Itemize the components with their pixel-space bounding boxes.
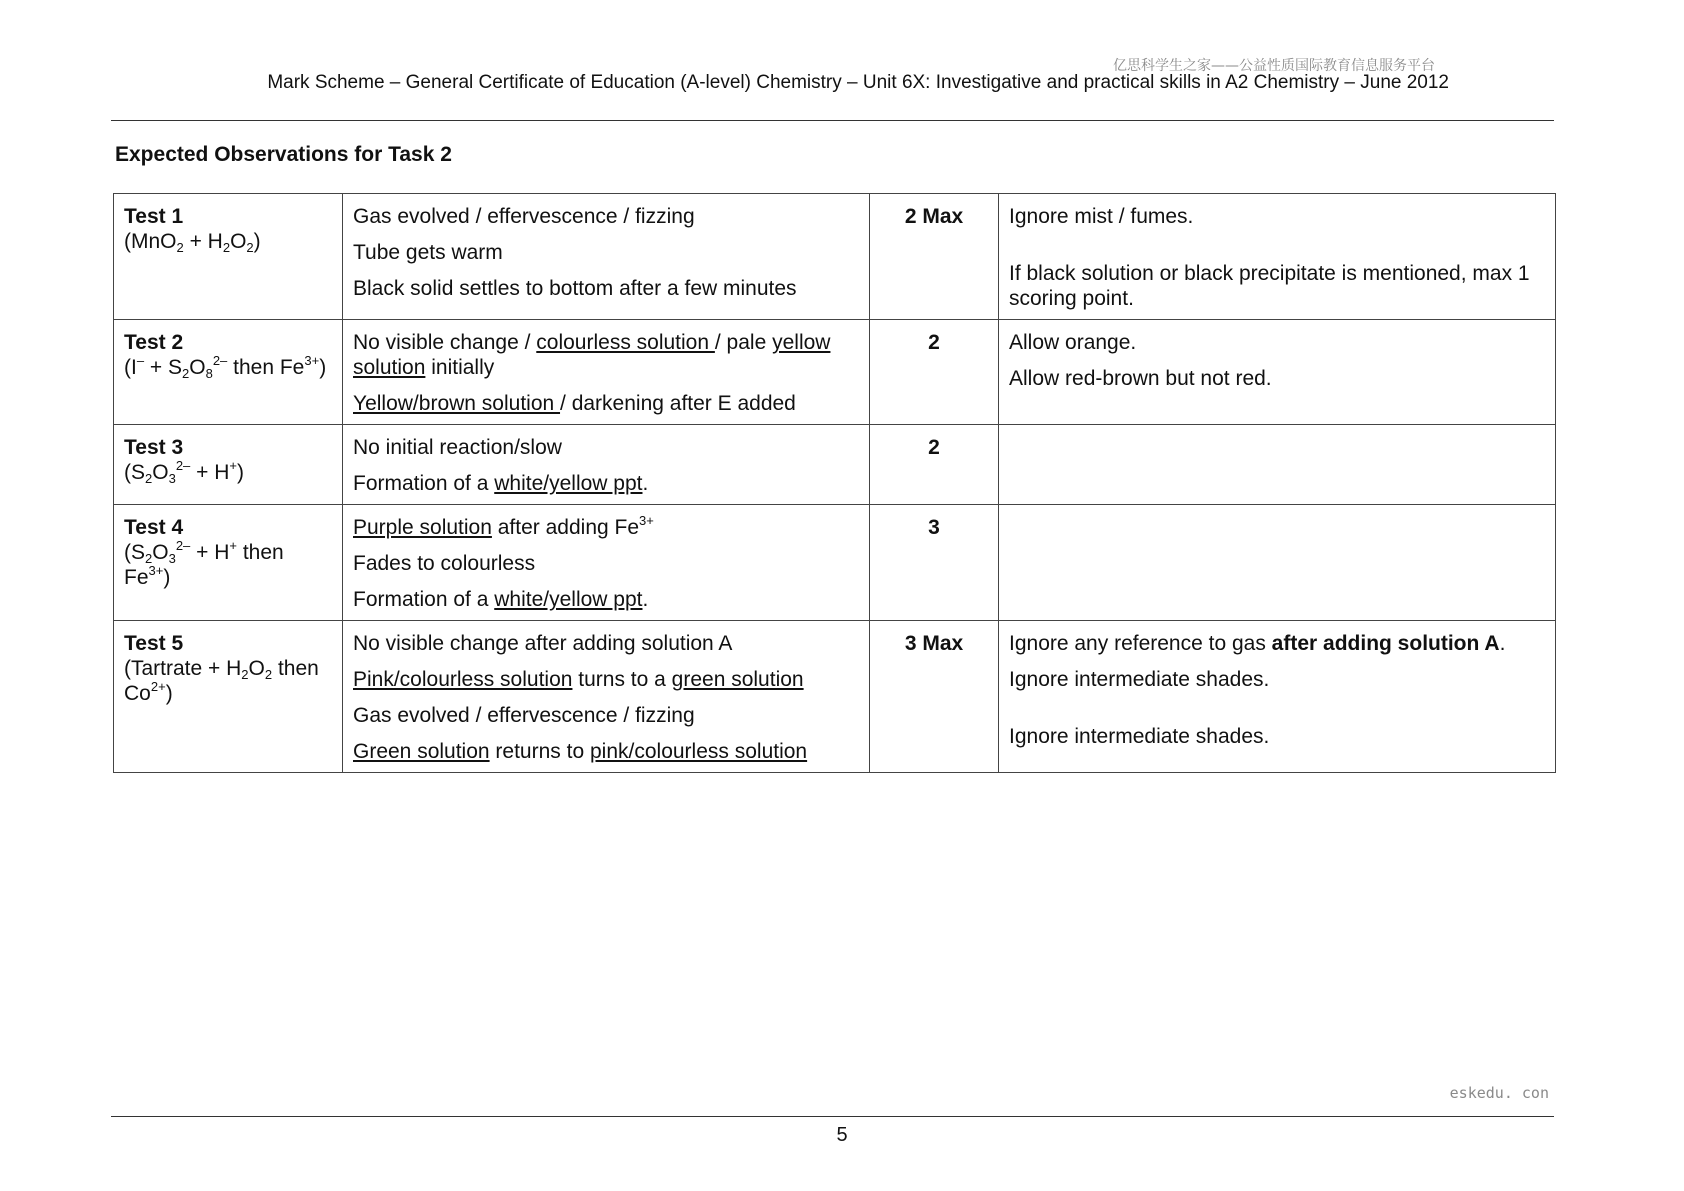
observation-line	[353, 587, 859, 612]
text-run: Gas evolved / effervescence / fizzing	[353, 704, 695, 727]
observation-line	[353, 667, 859, 692]
text-run: (Tartrate + H	[124, 657, 242, 680]
text-run: then Co	[124, 657, 319, 705]
text-run: Fades to colourless	[353, 552, 536, 575]
text-run: .	[642, 472, 649, 495]
mark-scheme-table	[113, 193, 1556, 773]
observations-cell	[343, 621, 870, 773]
underlined-text: Purple solution	[353, 516, 492, 539]
test-title: Test 4	[124, 516, 184, 539]
test-formula	[124, 229, 332, 254]
text-run: returns to	[489, 740, 590, 763]
header-title: Mark Scheme – General Certificate of Education (A-level) Chemistry – Unit 6X: Investigative and practical skills in A2 Chemistry – June 2012	[267, 72, 1449, 93]
note-line	[1009, 724, 1545, 749]
text-run: / pale	[714, 331, 773, 354]
observation-line	[353, 739, 859, 764]
text-run: + H	[183, 230, 223, 253]
test-title: Test 5	[124, 632, 184, 655]
test-cell	[114, 425, 343, 505]
test-cell	[114, 320, 343, 425]
mark-cell: 2 Max	[870, 194, 999, 320]
observation-line	[353, 515, 859, 540]
table-row	[114, 425, 1556, 505]
observation-line	[353, 551, 859, 576]
underlined-text: yellow solution	[353, 331, 831, 379]
subscript: 8	[205, 366, 213, 381]
text-run: turns to a	[572, 668, 672, 691]
superscript: 2–	[212, 353, 228, 368]
observation-line	[353, 330, 859, 380]
text-run: Ignore intermediate shades.	[1009, 725, 1270, 748]
page-number: 5	[836, 1124, 848, 1146]
superscript: –	[136, 353, 145, 368]
note-line	[1009, 631, 1545, 656]
superscript: 3+	[304, 353, 320, 368]
underlined-text: Pink/colourless solution	[353, 668, 573, 691]
observation-line	[353, 631, 859, 656]
underlined-text: colourless solution	[536, 331, 715, 354]
subscript: 2	[222, 240, 231, 255]
underlined-text: white/yellow ppt	[494, 472, 643, 495]
underlined-text: Green solution	[353, 740, 490, 763]
text-run: )	[319, 356, 327, 379]
table-row	[114, 320, 1556, 425]
text-run: No visible change /	[353, 331, 537, 354]
text-run: )	[253, 230, 261, 253]
text-run: O	[152, 541, 169, 564]
text-run: No visible change after adding solution A	[353, 632, 733, 655]
observation-line	[353, 703, 859, 728]
note-line	[1009, 261, 1545, 311]
test-cell	[114, 194, 343, 320]
text-run: Black solid settles to bottom after a few minutes	[353, 277, 797, 300]
underlined-text: pink/colourless solution	[589, 740, 808, 763]
text-run: after adding Fe	[491, 516, 640, 539]
text-run: )	[165, 682, 173, 705]
subscript: 2	[182, 366, 190, 381]
mark-cell: 2	[870, 320, 999, 425]
observations-cell	[343, 320, 870, 425]
text-run: (S	[124, 541, 145, 564]
test-formula	[124, 656, 332, 706]
text-run: Ignore mist / fumes.	[1009, 205, 1194, 228]
text-run: then Fe	[227, 356, 305, 379]
test-title: Test 3	[124, 436, 184, 459]
text-run: Allow red-brown but not red.	[1009, 367, 1272, 390]
notes-cell	[999, 194, 1556, 320]
text-run: (S	[124, 461, 145, 484]
mark-cell: 2	[870, 425, 999, 505]
test-cell	[114, 505, 343, 621]
text-run: .	[642, 588, 649, 611]
subscript: 2	[145, 551, 153, 566]
observation-line	[353, 391, 859, 416]
text-run: Tube gets warm	[353, 241, 503, 264]
text-run: O	[248, 657, 265, 680]
header-divider	[111, 120, 1554, 121]
header-watermark: 亿思科学生之家——公益性质国际教育信息服务平台	[1113, 58, 1435, 74]
text-run: No initial reaction/slow	[353, 436, 562, 459]
test-formula	[124, 460, 332, 485]
observation-line	[353, 240, 859, 265]
observation-line	[353, 435, 859, 460]
subscript: 2	[176, 240, 184, 255]
superscript: 2–	[175, 538, 191, 553]
notes-cell	[999, 505, 1556, 621]
text-run: + H	[190, 461, 230, 484]
superscript: 3+	[148, 563, 164, 578]
observations-cell	[343, 505, 870, 621]
subscript: 3	[168, 471, 176, 486]
test-cell	[114, 621, 343, 773]
superscript: +	[229, 538, 237, 553]
notes-cell	[999, 621, 1556, 773]
table-row	[114, 621, 1556, 773]
test-title: Test 2	[124, 331, 184, 354]
text-run: O	[230, 230, 247, 253]
footer-watermark: eskedu. con	[1449, 1084, 1549, 1102]
note-line	[1009, 667, 1545, 692]
text-run: Ignore any reference to gas	[1009, 632, 1272, 655]
table-row	[114, 194, 1556, 320]
text-run: O	[152, 461, 169, 484]
text-run: Ignore intermediate shades.	[1009, 668, 1270, 691]
text-run: + H	[190, 541, 230, 564]
note-line	[1009, 366, 1545, 391]
observation-line	[353, 471, 859, 496]
underlined-text: white/yellow ppt	[494, 588, 643, 611]
notes-cell	[999, 320, 1556, 425]
underlined-text: Yellow/brown solution	[353, 392, 561, 415]
text-run: O	[189, 356, 206, 379]
superscript: 3+	[639, 513, 654, 528]
text-run: / darkening after E added	[560, 392, 796, 415]
text-run: Allow orange.	[1009, 331, 1137, 354]
table-row	[114, 505, 1556, 621]
mark-cell: 3 Max	[870, 621, 999, 773]
mark-scheme-table-body	[114, 194, 1556, 773]
section-heading: Expected Observations for Task 2	[115, 143, 452, 166]
text-run: (MnO	[124, 230, 177, 253]
text-run: .	[1499, 632, 1506, 655]
subscript: 2	[246, 240, 254, 255]
subscript: 2	[145, 471, 153, 486]
text-run: )	[163, 566, 171, 589]
text-run: Formation of a	[353, 472, 495, 495]
text-run: Formation of a	[353, 588, 495, 611]
observations-cell	[343, 194, 870, 320]
test-formula	[124, 355, 332, 380]
superscript: 2–	[175, 458, 191, 473]
text-run: (I	[124, 356, 137, 379]
text-run: initially	[425, 356, 495, 379]
note-line	[1009, 204, 1545, 229]
observation-line	[353, 276, 859, 301]
subscript: 2	[241, 667, 249, 682]
subscript: 2	[264, 667, 273, 682]
footer-divider	[111, 1116, 1554, 1117]
text-run: then Fe	[124, 541, 284, 589]
test-formula	[124, 540, 332, 590]
text-run: Gas evolved / effervescence / fizzing	[353, 205, 695, 228]
superscript: 2+	[150, 679, 166, 694]
observation-line	[353, 204, 859, 229]
text-run: )	[236, 461, 244, 484]
superscript: +	[229, 458, 237, 473]
text-run: + S	[144, 356, 183, 379]
underlined-text: green solution	[671, 668, 804, 691]
subscript: 3	[168, 551, 176, 566]
test-title: Test 1	[124, 205, 184, 228]
notes-cell	[999, 425, 1556, 505]
mark-cell: 3	[870, 505, 999, 621]
note-line	[1009, 330, 1545, 355]
observations-cell	[343, 425, 870, 505]
bold-text: after adding solution A	[1271, 632, 1500, 655]
text-run: If black solution or black precipitate is mentioned, max 1 scoring point.	[1009, 262, 1530, 310]
